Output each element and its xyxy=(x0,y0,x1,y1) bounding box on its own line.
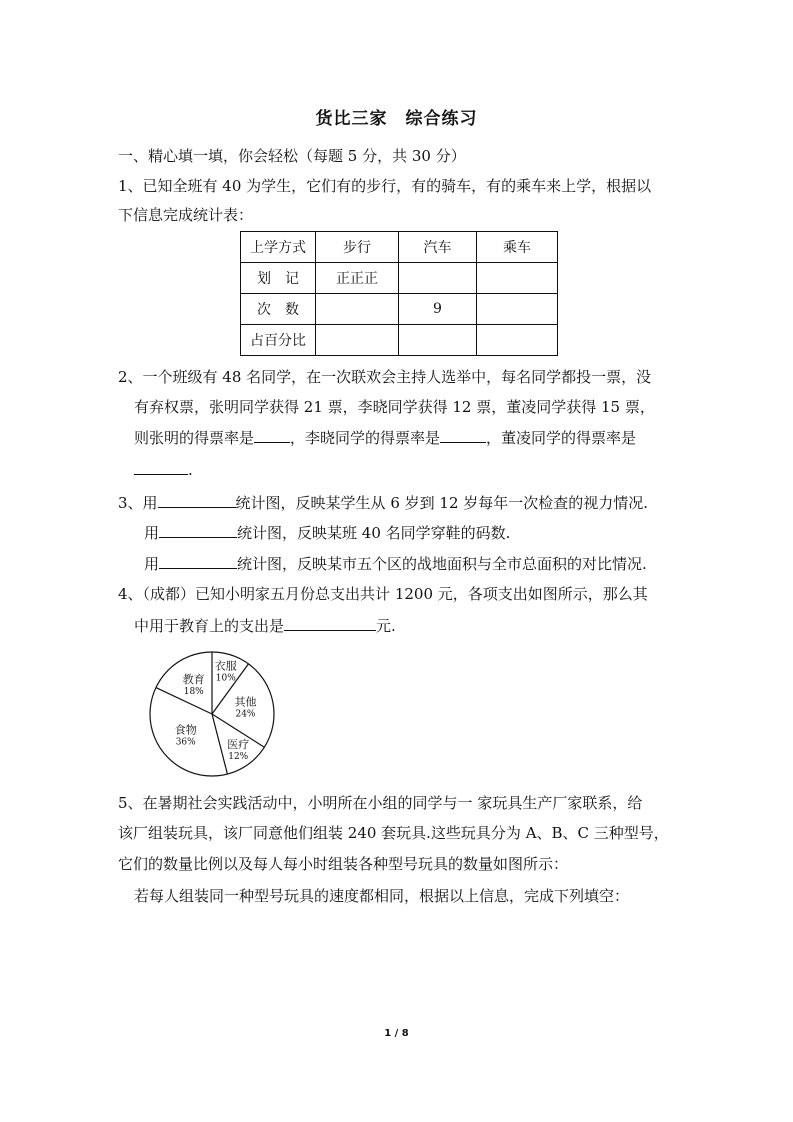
q2-line2: 有弃权票，张明同学获得 21 票，李晓同学获得 12 票，董凌同学获得 15 票， xyxy=(134,398,655,416)
q4-text-b: 元. xyxy=(376,617,396,635)
q3-line1 xyxy=(118,492,648,513)
table-cell: 正正正 xyxy=(316,263,399,294)
q2-line4 xyxy=(134,459,193,480)
q1-line2: 下信息完成统计表： xyxy=(118,206,254,224)
q2-line3 xyxy=(134,427,636,448)
q5-line1: 5、在暑期社会实践活动中，小明所在小组的同学与一 家玩具生产厂家联系，给 xyxy=(118,794,643,812)
table-cell xyxy=(477,263,558,294)
table-row xyxy=(241,263,558,294)
table-header-row xyxy=(241,232,558,263)
q3-text-b: 统计图，反映某市五个区的战地面积与全市总面积的对比情况. xyxy=(237,555,647,573)
q4-text-a: 中用于教育上的支出是 xyxy=(134,617,285,635)
table-row xyxy=(241,294,558,325)
q3-text-b: 统计图，反映某班 40 名同学穿鞋的码数. xyxy=(237,524,511,542)
answer-blank[interactable] xyxy=(159,522,237,538)
table-cell xyxy=(399,325,477,356)
q5-line2: 该厂组装玩具，该厂同意他们组装 240 套玩具.这些玩具分为 A、B、C 三种型号， xyxy=(118,824,669,842)
answer-blank[interactable] xyxy=(254,427,290,443)
table-header-cell: 上学方式 xyxy=(241,232,316,263)
section-heading: 一、精心填一填，你会轻松（每题 5 分，共 30 分） xyxy=(118,147,466,165)
pie-slice-label: 其他 xyxy=(234,695,257,709)
answer-blank[interactable] xyxy=(134,459,188,475)
table-row-label: 占百分比 xyxy=(241,325,316,356)
pie-slice-label: 食物 xyxy=(174,723,197,737)
pie-slice-percent: 10% xyxy=(215,673,236,684)
q2-text-end: . xyxy=(188,461,193,479)
pie-slice-label: 教育 xyxy=(182,673,205,687)
table-row-label: 次 数 xyxy=(241,294,316,325)
q3-text-a: 3、用 xyxy=(118,494,158,512)
answer-blank[interactable] xyxy=(440,427,486,443)
table-row xyxy=(241,325,558,356)
answer-blank[interactable] xyxy=(158,492,236,508)
answer-blank[interactable] xyxy=(159,553,237,569)
page-number: 1 / 8 xyxy=(384,1028,409,1039)
q2-text-b: ，李晓同学的得票率是 xyxy=(290,429,441,447)
q3-text-a: 用 xyxy=(144,524,160,542)
q3-line3 xyxy=(144,553,647,574)
q2-text-c: ，董凌同学的得票率是 xyxy=(486,429,637,447)
table-cell xyxy=(477,325,558,356)
q3-line2 xyxy=(144,522,510,543)
table-row-label: 划 记 xyxy=(241,263,316,294)
pie-slice-label: 衣服 xyxy=(214,659,237,673)
q5-line3: 它们的数量比例以及每人每小时组装各种型号玩具的数量如图所示： xyxy=(118,855,569,873)
pie-slice-percent: 24% xyxy=(235,709,256,720)
table-cell: 9 xyxy=(399,294,477,325)
pie-slice-percent: 12% xyxy=(228,752,249,763)
pie-slice-label: 医疗 xyxy=(227,738,250,752)
expense-pie-chart xyxy=(140,648,286,780)
q3-text-a: 用 xyxy=(144,555,160,573)
q5-line4: 若每人组装同一种型号玩具的速度都相同，根据以上信息，完成下列填空： xyxy=(134,887,630,905)
q1-line1: 1、已知全班有 40 为学生，它们有的步行，有的骑车，有的乘车来上学，根据以 xyxy=(118,177,652,195)
pie-slice-percent: 18% xyxy=(183,687,204,698)
q4-line2 xyxy=(134,615,396,636)
answer-blank[interactable] xyxy=(284,615,376,631)
q4-line1: 4、（成都）已知小明家五月份总支出共计 1200 元，各项支出如图所示，那么其 xyxy=(118,585,648,603)
table-cell xyxy=(477,294,558,325)
statistics-table xyxy=(240,231,558,356)
table-cell xyxy=(316,294,399,325)
table-cell xyxy=(316,325,399,356)
q3-text-b: 统计图，反映某学生从 6 岁到 12 岁每年一次检查的视力情况. xyxy=(235,494,649,512)
table-cell xyxy=(399,263,477,294)
pie-slice-percent: 36% xyxy=(175,737,196,748)
q2-text-a: 则张明的得票率是 xyxy=(134,429,255,447)
q2-line1: 2、一个班级有 48 名同学，在一次联欢会主持人选举中，每名同学都投一票，没 xyxy=(118,368,652,386)
page-title: 货比三家 综合练习 xyxy=(315,109,478,129)
table-header-cell: 步行 xyxy=(316,232,399,263)
table-header-cell: 汽车 xyxy=(399,232,477,263)
table-header-cell: 乘车 xyxy=(477,232,558,263)
